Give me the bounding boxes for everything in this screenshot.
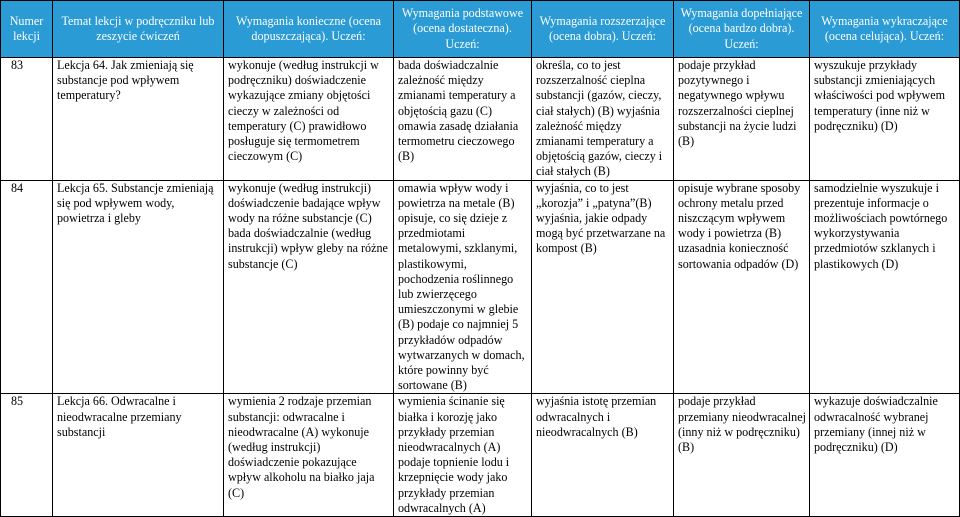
- requirements-exceeding: wyszukuje przykłady substancji zmieniających właściwości pod wpływem temperatury (inne niż w podręczniku) (D): [810, 58, 960, 181]
- lesson-number: 85: [1, 394, 53, 517]
- requirements-basic: bada doświadczalnie zależność między zmianami temperatury a objętością gazu (C) omawia zasadę działania termometru cieczowego (B): [394, 58, 532, 181]
- header-lesson-number: Numer lekcji: [1, 1, 53, 58]
- requirements-necessary: wymienia 2 rodzaje przemian substancji: odwracalne i nieodwracalne (A) wykonuje (według instrukcji) doświadczenie pokazujące wpływ alkoholu na białko jaja (C): [224, 394, 394, 517]
- table-row: [1, 394, 960, 517]
- requirements-complementary: opisuje wybrane sposoby ochrony metalu przed niszczącym wpływem wody i powietrza (B) uzasadnia konieczność sortowania odpadów (D): [674, 180, 810, 394]
- header-requirements-basic: Wymagania podstawowe (ocena dostateczna). Uczeń:: [394, 1, 532, 58]
- table-row: [1, 58, 960, 181]
- header-requirements-complementary: Wymagania dopełniające (ocena bardzo dobra). Uczeń:: [674, 1, 810, 58]
- lesson-number: 84: [1, 180, 53, 394]
- requirements-basic: wymienia ścinanie się białka i korozję jako przykłady przemian nieodwracalnych (A) podaje topnienie lodu i krzepnięcie wody jako przykłady przemian odwracalnych (A): [394, 394, 532, 517]
- requirements-extended: wyjaśnia, co to jest „korozja” i „patyna”(B) wyjaśnia, jakie odpady mogą być przetwarzane na kompost (B): [532, 180, 674, 394]
- requirements-necessary: wykonuje (według instrukcji) doświadczenie badające wpływ wody na różne substancje (C) bada doświadczalnie (według instrukcji) wpływ gleby na różne substancje (C): [224, 180, 394, 394]
- requirements-basic: omawia wpływ wody i powietrza na metale (B) opisuje, co się dzieje z przedmiotami metalowymi, szklanymi, plastikowymi, pochodzenia roślinnego lub zwierzęcego umieszczonymi w glebie (B) podaje co najmniej 5 przykładów odpadów wytwarzanych w domach, które powinny być sortowane (B): [394, 180, 532, 394]
- lesson-topic: Lekcja 64. Jak zmieniają się substancje pod wpływem temperatury?: [53, 58, 224, 181]
- header-requirements-exceeding: Wymagania wykraczające (ocena celująca). Uczeń:: [810, 1, 960, 58]
- header-row: [1, 1, 960, 58]
- requirements-exceeding: samodzielnie wyszukuje i prezentuje informacje o możliwościach powtórnego wykorzystywania przedmiotów szklanych i plastikowych (D): [810, 180, 960, 394]
- requirements-extended: wyjaśnia istotę przemian odwracalnych i nieodwracalnych (B): [532, 394, 674, 517]
- header-requirements-extended: Wymagania rozszerzające (ocena dobra). Uczeń:: [532, 1, 674, 58]
- table-row: [1, 180, 960, 394]
- requirements-extended: określa, co to jest rozszerzalność cieplna substancji (gazów, cieczy, ciał stałych) (B) wyjaśnia zależność między zmianami temperatury a objętością gazów, cieczy i ciał stałych (B): [532, 58, 674, 181]
- requirements-necessary: wykonuje (według instrukcji w podręczniku) doświadczenie wykazujące zmiany objętości cieczy w zależności od temperatury (C) prawidłowo posługuje się termometrem cieczowym (C): [224, 58, 394, 181]
- lesson-topic: Lekcja 65. Substancje zmieniają się pod wpływem wody, powietrza i gleby: [53, 180, 224, 394]
- requirements-complementary: podaje przykład przemiany nieodwracalnej (inny niż w podręczniku) (B): [674, 394, 810, 517]
- requirements-exceeding: wykazuje doświadczalnie odwracalność wybranej przemiany (innej niż w podręczniku) (D): [810, 394, 960, 517]
- header-requirements-necessary: Wymagania konieczne (ocena dopuszczająca). Uczeń:: [224, 1, 394, 58]
- requirements-complementary: podaje przykład pozytywnego i negatywnego wpływu rozszerzalności cieplnej substancji na życie ludzi (B): [674, 58, 810, 181]
- lesson-topic: Lekcja 66. Odwracalne i nieodwracalne przemiany substancji: [53, 394, 224, 517]
- lesson-number: 83: [1, 58, 53, 181]
- header-lesson-topic: Temat lekcji w podręczniku lub zeszycie ćwiczeń: [53, 1, 224, 58]
